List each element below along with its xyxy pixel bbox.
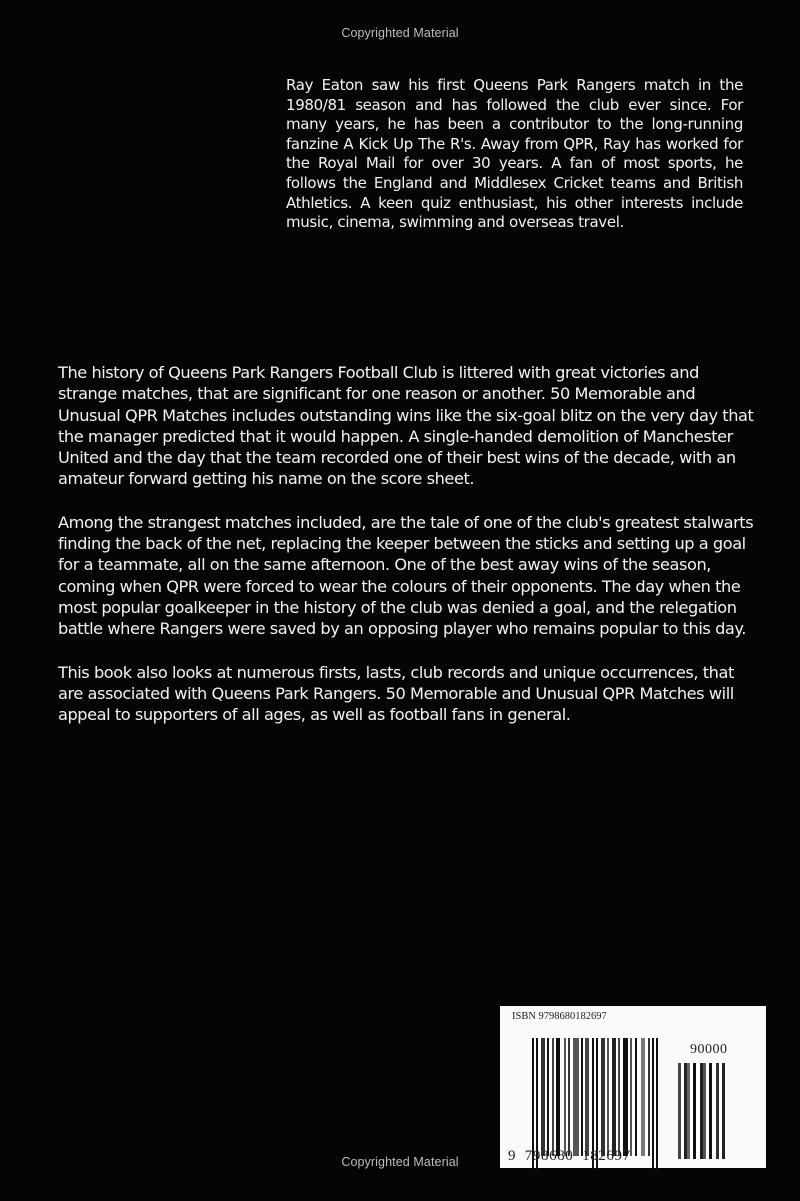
addon-bars-icon <box>678 1063 753 1159</box>
barcode-digits: 9 798680 182697 <box>508 1148 631 1164</box>
isbn-barcode <box>500 1006 766 1168</box>
author-bio: Ray Eaton saw his first Queens Park Rangers match in the 1980/81 season and has followed the club ever since. For many years, he has been a contributor to the long-running fanzine A Kick Up The R's. Away from QPR, Ray has worked for the Royal Mail for over 30 years. A fan of most sports, he follows the England and Middlesex Cricket teams and British Athletics. A keen quiz enthusiast, his other interests include music, cinema, swimming and overseas travel. <box>286 76 743 232</box>
blurb-paragraph-3: This book also looks at numerous firsts, lasts, club records and unique occurrences, that are associated with Queens Park Rangers. 50 Memorable and Unusual QPR Matches will appeal to supporters of all ages, as well as football fans in general. <box>58 662 734 725</box>
isbn-label: ISBN 9798680182697 <box>512 1011 607 1022</box>
price-addon-code: 90000 <box>690 1042 728 1057</box>
book-blurb <box>58 362 758 747</box>
copyright-watermark-top: Copyrighted Material <box>341 26 459 40</box>
copyright-watermark-bottom: Copyrighted Material <box>341 1155 459 1169</box>
barcode-bars-icon <box>532 1038 692 1156</box>
blurb-paragraph-2: Among the strangest matches included, are the tale of one of the club's greatest stalwarts finding the back of the net, replacing the keeper between the sticks and setting up a goal for a teammate, all on the same afternoon. One of the best away wins of the season, coming when QPR were forced to wear the colours of their opponents. The day when the most popular goalkeeper in the history of the club was denied a goal, and the relegation battle where Rangers were saved by an opposing player who remains popular to this day. <box>58 512 754 639</box>
blurb-paragraph-1: The history of Queens Park Rangers Football Club is littered with great victories and strange matches, that are significant for one reason or another. 50 Memorable and Unusual QPR Matches includes outstanding wins like the six-goal blitz on the very day that the manager predicted that it would happen. A single-handed demolition of Manchester United and the day that the team recorded one of their best wins of the decade, with an amateur forward getting his name on the score sheet. <box>58 363 754 489</box>
